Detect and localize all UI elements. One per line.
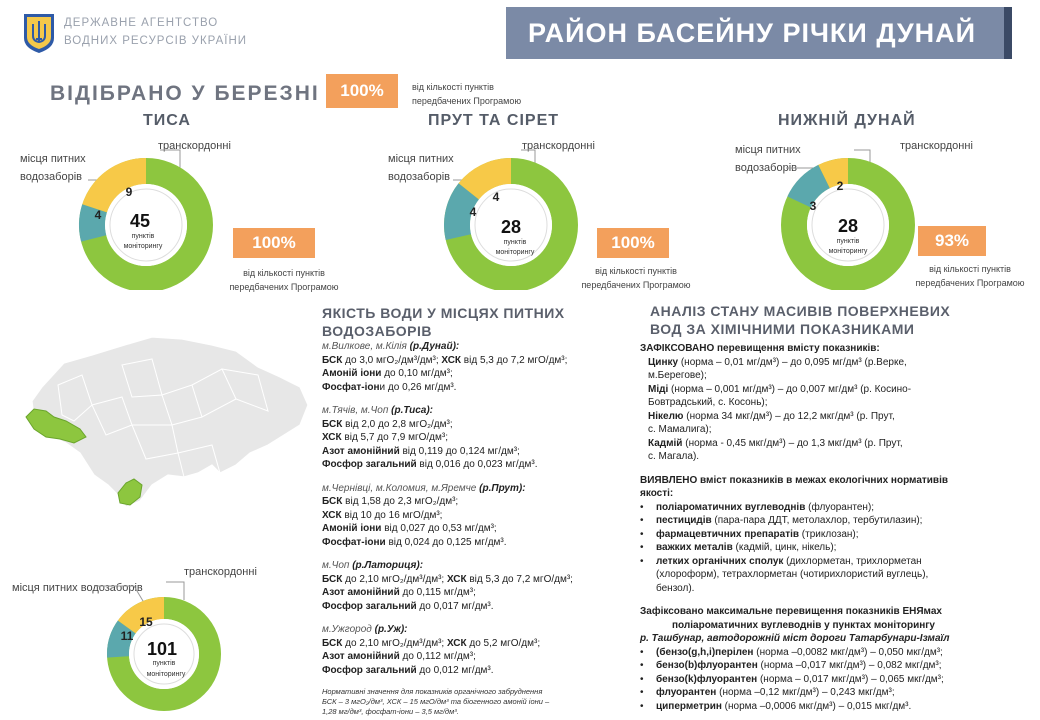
transboundary-count: 4: [492, 190, 500, 204]
bold-term: БСК: [322, 637, 343, 649]
analysis-body: [640, 342, 1035, 713]
exceed-item-cont: м.Берегове);: [648, 370, 707, 381]
bold-term: Міді: [648, 383, 669, 395]
text-span: бензол).: [656, 582, 695, 594]
text-span: від 0,119 до 0,124 мг/дм³;: [399, 445, 520, 457]
transboundary-count: 15: [139, 615, 153, 629]
bold-term: БСК: [322, 496, 343, 507]
text-span: (норма – 0,001 мг/дм³) – до 0,007 мг/дм³ (р. Косино-: [668, 383, 912, 395]
detected-heading: [640, 474, 1035, 501]
text-span: (кадмій, цинк, нікель);: [732, 542, 837, 553]
text-span: до 3,0 мгО₂/дм³/дм³;: [342, 354, 442, 366]
text-span: (хлороформ), тетрахлорметан (чотирихлористий вуглець),: [656, 569, 929, 580]
bold-term: Фосфат-іони: [322, 536, 386, 548]
indicator-line: [322, 367, 634, 381]
exceed-item: [640, 410, 1035, 424]
analysis-heading: АНАЛІЗ СТАНУ МАСИВІВ ПОВЕРХНЕВИХ ВОД ЗА ХІМІЧНИМИ ПОКАЗНИКАМИ: [650, 303, 951, 337]
svg-text:пунктів: пунктів: [503, 239, 527, 246]
region-percent-badge-tysa: 100%: [233, 228, 315, 258]
transboundary-label: транскордонні: [900, 140, 973, 152]
agency-branding: [22, 12, 248, 59]
bold-term: Фосфор загальний: [322, 459, 417, 470]
svg-text:моніторингу: моніторингу: [495, 249, 535, 256]
total-count: 28: [837, 216, 859, 236]
text-span: від 0,024 до 0,125 мг/дм³.: [385, 536, 507, 548]
text-span: від 0,027 до 0,53 мг/дм³;: [381, 523, 497, 534]
region-percent-badge-lower-danube: 93%: [918, 226, 986, 256]
agency-name: ДЕРЖАВНЕ АГЕНТСТВО ВОДНИХ РЕСУРСІВ УКРАЇНИ: [64, 17, 248, 47]
bold-term: Азот амонійний: [322, 445, 400, 457]
indicator-line: [322, 445, 634, 459]
exceed-item-cont: с. Мамалига);: [648, 424, 712, 435]
text-span: до 0,115 мг/дм³;: [399, 587, 476, 598]
indicator-line: [322, 458, 634, 472]
text-span: до 2,10 мгО₂/дм³/дм³;: [342, 637, 447, 649]
month-percent-badge: 100%: [326, 74, 398, 108]
page-title: РАЙОН БАСЕЙНУ РІЧКИ ДУНАЙ: [506, 7, 1012, 59]
bold-term: (р.Латориця):: [352, 560, 424, 571]
text-span: (норма 34 мкг/дм³) – до 12,2 мкг/дм³ (р. Прут,: [683, 410, 895, 422]
bold-term: ХСК: [322, 432, 342, 443]
bold-term: Фосфор загальний: [322, 664, 417, 676]
text-span: (норма –0,12 мкг/дм³) – 0,243 мкг/дм³;: [716, 687, 895, 698]
bold-term: (р.Тиса):: [391, 405, 433, 416]
location-label: [322, 340, 634, 354]
exceed-item: [640, 383, 1035, 397]
bold-term: (бензо(g,h,i)перілен: [656, 646, 754, 658]
text-span: від 10 до 16 мгО/дм³;: [341, 509, 443, 521]
indicator-line: [322, 509, 634, 523]
text-span: від 1,58 до 2,3 мгО₂/дм³;: [342, 496, 459, 507]
max-list: [640, 646, 1035, 714]
list-item: [640, 646, 1035, 660]
text-span: (флуорантен);: [805, 501, 875, 513]
text-span: (дихлорметан, трихлорметан: [783, 555, 922, 567]
detected-heading-line: якості:: [640, 488, 674, 499]
bold-term: Цинку: [648, 356, 679, 368]
region-title-prut: ПРУТ ТА СІРЕТ: [428, 112, 560, 129]
max-exceed-heading: [640, 605, 1035, 646]
list-item: [640, 555, 1035, 596]
water-quality-block: [322, 482, 634, 550]
text-span: від 0,016 до 0,023 мг/дм³.: [416, 459, 538, 470]
text-span: (норма –0,017 мкг/дм³) – 0,082 мкг/дм³;: [757, 660, 942, 671]
indicator-line: [322, 536, 634, 550]
total-count: 101: [146, 639, 178, 659]
svg-text:моніторингу: моніторингу: [123, 243, 163, 250]
indicator-line: [322, 637, 634, 651]
text-span: м.Ужгород: [322, 624, 375, 635]
transboundary-label: транскордонні: [184, 566, 257, 578]
drinking-count: 4: [469, 205, 477, 219]
detected-heading-line: ВИЯВЛЕНО вміст показників в межах екологічних нормативів: [640, 474, 949, 486]
bold-term: бензо(k)флуорантен: [656, 673, 758, 685]
region-percent-badge-prut: 100%: [597, 228, 669, 258]
location-label: [322, 482, 634, 496]
list-item: [640, 528, 1035, 542]
bold-term: БСК: [322, 418, 343, 430]
drinking-label: місця питних водозаборів: [20, 153, 86, 183]
location-label: [322, 404, 634, 418]
text-span: м.Чернівці, м.Коломия, м.Яремче: [322, 482, 480, 494]
text-span: (норма – 0,01 мг/дм³) – до 0,095 мг/дм³ (р.Верке,: [678, 356, 907, 368]
bold-term: Кадмій: [648, 437, 683, 449]
drinking-count: 3: [809, 199, 817, 213]
list-item: [640, 673, 1035, 687]
exceed-heading: ЗАФІКСОВАНО перевищення вмісту показників:: [640, 343, 880, 354]
max-heading-line: поліароматичних вуглеводнів у пунктах моніторингу: [672, 619, 935, 631]
drinking-label: місця питних водозаборів: [388, 153, 454, 183]
svg-text:моніторингу: моніторингу: [146, 671, 186, 678]
ukraine-basin-map: [22, 325, 312, 530]
max-heading-line: Зафіксовано максимальне перевищення показників ЕНЯмах: [640, 606, 942, 617]
text-span: (норма – 0,017 мкг/дм³) – 0,065 мкг/дм³;: [757, 673, 944, 685]
text-span: до 2,10 мгО₂/дм³/дм³;: [342, 573, 447, 585]
region-title-tysa: ТИСА: [143, 112, 191, 129]
indicator-line: [322, 431, 634, 445]
indicator-line: [322, 354, 634, 368]
exceed-item-cont: с. Магала).: [648, 451, 700, 462]
text-span: м.Чоп: [322, 560, 353, 571]
region-title-lower-danube: НИЖНІЙ ДУНАЙ: [778, 112, 916, 129]
indicator-line: [322, 381, 634, 395]
water-quality-block: [322, 559, 634, 613]
list-item: [640, 686, 1035, 700]
water-quality-heading: ЯКІСТЬ ВОДИ У МІСЦЯХ ПИТНИХ ВОДОЗАБОРІВ: [322, 305, 565, 339]
region-percent-note: від кількості пунктів передбачених Програмою: [915, 264, 1025, 288]
water-quality-block: [322, 623, 634, 677]
bold-term: Азот амонійний: [322, 587, 400, 598]
detected-list: [640, 501, 1035, 596]
bold-term: ХСК: [446, 573, 467, 585]
text-span: (пара-пара ДДТ, метолахлор, тербутилазин);: [711, 515, 923, 526]
total-count: 45: [129, 211, 151, 231]
month-percent-note: від кількості пунктів передбачених Програмою: [412, 82, 522, 106]
text-span: від 5,3 до 7,2 мгО/дм³;: [461, 354, 568, 366]
text-span: (триклозан);: [799, 528, 859, 540]
text-span: и до 0,26 мг/дм³.: [379, 381, 457, 393]
bold-term: Амоній іони: [322, 368, 382, 379]
bold-term: Фосфор загальний: [322, 600, 417, 612]
svg-text:пунктів: пунктів: [836, 238, 860, 245]
bold-term: поліароматичних вуглеводнів: [656, 501, 806, 513]
bold-term: фармацевтичних препаратів: [656, 528, 800, 540]
bold-term: (р.Дунай):: [409, 341, 460, 352]
exceed-item: [640, 356, 1035, 370]
exceed-item: [640, 437, 1035, 451]
bold-term: пестицидів: [656, 515, 712, 526]
exceed-item-cont: Бовтрадський, с. Косонь);: [648, 397, 768, 408]
list-item: [640, 659, 1035, 673]
indicator-line: [322, 586, 634, 600]
text-span: до 0,017 мг/дм³.: [416, 600, 494, 612]
location-label: [322, 559, 634, 573]
text-span: до 0,012 мг/дм³.: [416, 664, 494, 676]
list-item: [640, 514, 1035, 528]
text-span: м.Тячів, м.Чоп: [322, 405, 392, 416]
region-percent-note: від кількості пунктів передбачених Програмою: [229, 268, 339, 292]
indicator-line: [322, 573, 634, 587]
footnote-line: 1,28 мг/дм³, фосфат-іони – 3,5 мг/дм³.: [322, 707, 459, 716]
transboundary-count: 9: [125, 185, 133, 199]
max-place: р. Ташбунар, автодорожній міст дороги Татарбунари-Ізмаїл: [640, 633, 950, 644]
footnote-line: БСК – 3 мгО₂/дм³, ХСК – 15 мгО/дм³ та біогенного амоній іони –: [322, 697, 550, 706]
drinking-label: місця питних водозаборів: [12, 582, 143, 594]
bold-term: ХСК: [322, 509, 342, 521]
text-span: (норма - 0,45 мкг/дм³) – до 1,3 мкг/дм³ (р. Прут,: [682, 437, 903, 449]
total-count: 28: [500, 217, 522, 237]
bold-term: Нікелю: [648, 410, 684, 422]
text-span: до 5,2 мгО/дм³;: [466, 637, 541, 649]
footnote-line: Нормативні значення для показників органічного забруднення: [322, 687, 543, 696]
bold-term: Амоній іони: [322, 523, 382, 534]
list-item: [640, 501, 1035, 515]
bold-term: (р.Прут):: [479, 482, 526, 494]
bold-term: БСК: [322, 573, 343, 585]
transboundary-label: транскордонні: [522, 140, 595, 152]
list-item: [640, 541, 1035, 555]
month-heading: ВІДІБРАНО У БЕРЕЗНІ: [50, 82, 320, 105]
drinking-label: місця питних водозаборів: [735, 144, 801, 174]
list-item: [640, 700, 1035, 714]
water-quality-block: [322, 340, 634, 394]
indicator-line: [322, 600, 634, 614]
indicator-line: [322, 664, 634, 678]
bold-term: БСК: [322, 354, 343, 366]
donut-chart-overall: [84, 572, 234, 720]
transboundary-label: транскордонні: [158, 140, 231, 152]
bold-term: Фосфат-іон: [322, 381, 380, 393]
indicator-line: [322, 418, 634, 432]
text-span: від 5,7 до 7,9 мгО/дм³;: [341, 432, 448, 443]
text-span: від 5,3 до 7,2 мгО/дм³;: [466, 573, 573, 585]
svg-text:моніторингу: моніторингу: [828, 248, 868, 255]
svg-text:пунктів: пунктів: [131, 233, 155, 240]
bold-term: ХСК: [441, 354, 462, 366]
bold-term: важких металів: [656, 542, 733, 553]
bold-term: циперметрин: [656, 700, 722, 712]
transboundary-count: 2: [836, 179, 844, 193]
text-span: (норма –0,0082 мкг/дм³) – 0,050 мкг/дм³;: [753, 646, 943, 658]
water-quality-list: [322, 340, 634, 717]
text-span: (норма –0,0006 мкг/дм³) – 0,015 мкг/дм³.: [721, 700, 912, 712]
indicator-line: [322, 495, 634, 509]
svg-text:пунктів: пунктів: [152, 660, 176, 667]
text-span: до 0,10 мг/дм³;: [381, 368, 453, 379]
trident-emblem-icon: [22, 12, 56, 54]
bold-term: ХСК: [446, 637, 467, 649]
drinking-count: 4: [94, 208, 102, 222]
text-span: від 2,0 до 2,8 мгО₂/дм³;: [342, 418, 453, 430]
bold-term: Азот амонійний: [322, 651, 400, 662]
location-label: [322, 623, 634, 637]
water-quality-block: [322, 404, 634, 472]
bold-term: бензо(b)флуорантен: [656, 660, 758, 671]
bold-term: летких органічних сполук: [656, 555, 784, 567]
norms-footnote: [322, 687, 634, 717]
indicator-line: [322, 522, 634, 536]
text-span: до 0,112 мг/дм³;: [399, 651, 476, 662]
region-percent-note: від кількості пунктів передбачених Програмою: [581, 266, 691, 290]
text-span: м.Вилкове, м.Кілія: [322, 341, 410, 352]
drinking-count: 11: [120, 629, 134, 643]
indicator-line: [322, 650, 634, 664]
bold-term: (р.Уж):: [374, 624, 408, 635]
bold-term: флуорантен: [656, 687, 717, 698]
